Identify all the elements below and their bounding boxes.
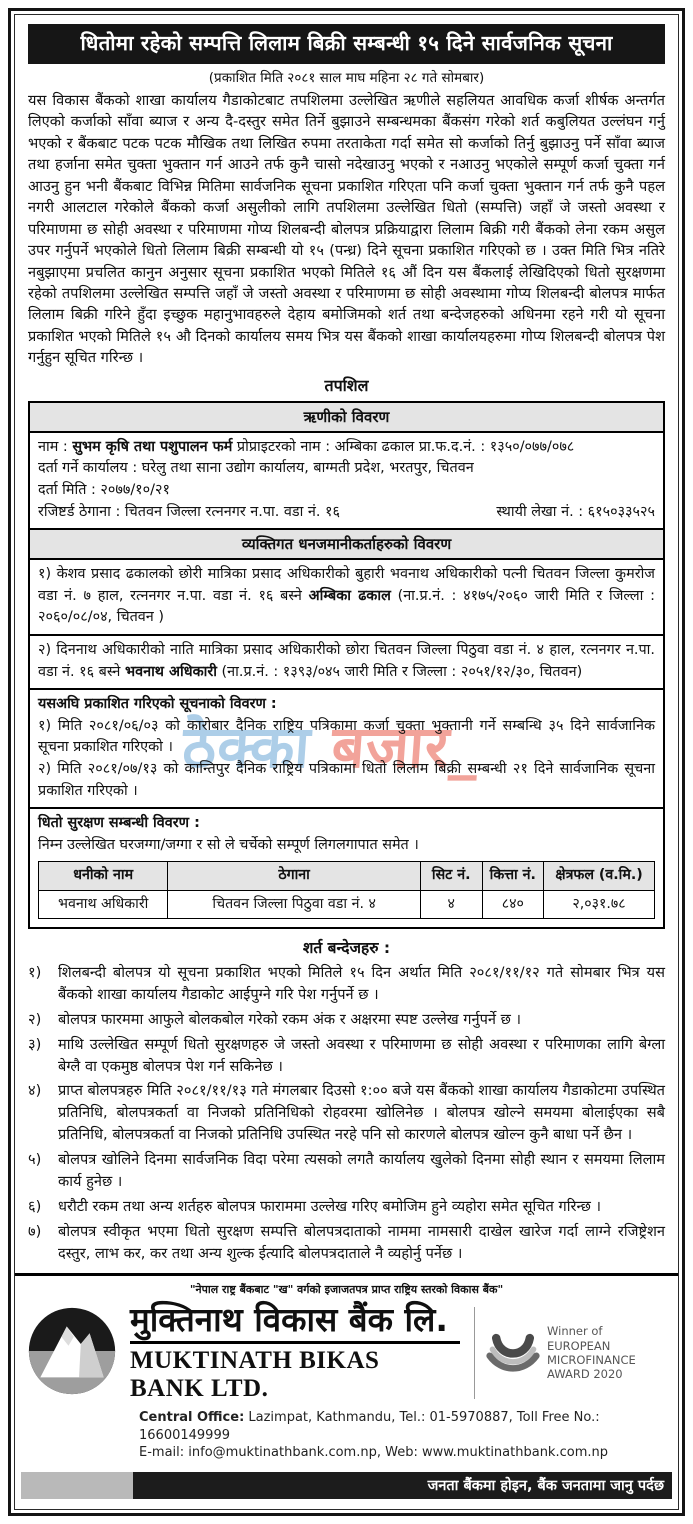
debtor-reg-address: रजिष्टर्ड ठेगाना : चितवन जिल्ला रत्ननगर न.पा. वडा नं. १६ — [38, 503, 341, 520]
slogan-bar — [21, 1472, 672, 1499]
license-line: "नेपाल राष्ट्र बैंकबाट "ख" वर्गको इजाजतपत्र प्राप्त राष्ट्रिय स्तरको विकास बैंक" — [189, 1282, 504, 1296]
central-office-line — [133, 1409, 665, 1444]
email-web-line: E-mail: info@muktinathbank.com.np, Web: www.muktinathbank.com.np — [139, 1445, 608, 1461]
cell-owner-name: भवनाथ अधिकारी — [39, 890, 168, 918]
guarantor-2-text: २) दिननाथ अधिकारीको नाति मात्रिका प्रसाद अधिकारीको छोरा चितवन जिल्ला पिठुवा वडा नं. ४ हाल, रत्ननगर न.पा. वडा नं. १६ बस्ने — [38, 641, 655, 680]
vertical-divider — [474, 1307, 475, 1399]
cell-plot-no: ८४० — [482, 890, 544, 918]
terms-heading: शर्त बन्देजहरु : — [302, 939, 391, 958]
outer-frame — [8, 8, 685, 1516]
award-line-3: MICROFINANCE — [547, 1352, 636, 1367]
term-item-1 — [28, 962, 665, 1006]
term-2-number: २) — [28, 1010, 42, 1028]
terms-list — [15, 962, 678, 1265]
term-item-7 — [28, 1221, 665, 1265]
term-6-number: ६) — [28, 1197, 42, 1215]
slogan-gray-block — [21, 1472, 133, 1499]
debtor-reg-office: दर्ता गर्ने कार्यालय : घरेलु तथा साना उद्योग कार्यालय, बाग्मती प्रदेश, भरतपुर, चितवन — [38, 460, 474, 477]
term-6-text: धरौटी रकम तथा अन्य शर्तहरु बोलपत्र फाराममा उल्लेख गरिए बमोजिम हुने व्यहोरा समेत सूचित गरिन्छ । — [58, 1197, 602, 1215]
notice-body-paragraph: यस विकास बैंकको शाखा कार्यालय गैडाकोटबाट तपशिलमा उल्लेखित ऋणीले सहलियत आवधिक कर्जा शीर्षक अन्तर्गत लिएको कर्जाको साँवा ब्याज र अन्य दै-दस्तुर समेत तिर्ने बुझाउने सम्बन्धमका बैंकसंग गरेको शर्त कबुलियत उल्लंघन गर्नु भएको र बैंकबाट पटक पटक मौखिक तथा लिखित रुपमा तरताकेता गर्दा समेत सो कर्जाको तिर्नु बुझाउनु पर्ने साँवा ब्याज तथा हर्जाना समेत चुक्ता भुक्तान गर्न आउने तर्फ कुनै चासो नदेखाउनु भएको र नआउनु भएकोले सम्पूर्ण कर्जा चुक्ता गर्न आउनु हुन भनी बैंकबाट विभिन्न मितिमा सार्वजनिक सूचना प्रकाशित गरिएता पनि कर्जा चुक्ता भुक्तान गर्न तर्फ कुनै पहल नगरी आलटाल गरेकोले बैंकको कर्जा असुलीको लागि तपशिलमा उल्लेखित धितो (सम्पत्ति) जहाँ जे जस्तो अवस्था र परिमाणमा छ सोही अवस्था र परिमाणमा गोप्य शिलबन्दी बोलपत्र प्रक्रियाद्वारा लिलाम बिक्री गरी बैंकको लेना रकम असुल उपर गर्नुपर्ने भएकोले धितो लिलाम बिक्री सम्बन्धी यो १५ (पन्ध्र) दिने सूचना प्रकाशित गरिएको छ । उक्त मिति भित्र नतिरे नबुझाएमा प्रचलित कानुन अनुसार सूचना प्रकाशित भएको मितिले १६ औं दिन यस बैंकलाई लेखिदिएको धितो सुरक्षणमा रहेको तपशिलमा उल्लेखित सम्पत्ति जहाँ जे जस्तो अवस्था र परिमाणमा छ सोही अवस्थामा गोप्य शिलबन्दी बोलपत्र मार्फत लिलाम बिक्री गरिने हुँदा इच्छुक महानुभावहरुले देहाय बमोजिमको शर्त तथा बन्देजहरुको अधिनमा रहने गरी यो सूचना प्रकाशित भएको मितिले १५ औ दिनको कार्यालय समय भित्र यस बैंकको शाखा कार्यालयहरुमा गोप्य शिलबन्दी बोलपत्र पेश गर्नुहुन सूचित गरिन्छ । — [28, 92, 665, 367]
term-item-6 — [28, 1196, 665, 1218]
debtor-section-header: ऋणीको विवरण — [30, 403, 663, 433]
term-5-number: ५) — [28, 1151, 42, 1169]
contact-block — [15, 1409, 678, 1466]
award-swoosh-icon — [485, 1330, 541, 1376]
award-line-1: Winner of — [547, 1324, 603, 1339]
guarantor-2-name: भवनाथ अधिकारी — [124, 663, 217, 680]
central-office-value: Lazimpat, Kathmandu, Tel.: 01-5970887, Toll Free No.: 16600149999 — [139, 1410, 600, 1443]
award-line-4: AWARD 2020 — [547, 1367, 623, 1382]
debtor-firm-name: सुभम कृषि तथा पशुपालन फर्म — [72, 438, 233, 455]
name-divider — [130, 1341, 460, 1344]
muktinath-logo-icon — [28, 1307, 124, 1399]
term-item-3 — [28, 1034, 665, 1078]
award-block — [485, 1324, 636, 1382]
guarantor-1-name: अम्बिका ढकाल — [308, 587, 391, 604]
col-owner-name: धनीको नाम — [39, 862, 168, 890]
collateral-table-header-row — [39, 862, 655, 890]
collateral-row — [30, 807, 663, 927]
bank-identity-row — [15, 1301, 678, 1410]
notice-title: धितोमा रहेको सम्पत्ति लिलाम बिक्री सम्बन्धी १५ दिने सार्वजनिक सूचना — [28, 24, 665, 64]
collateral-note: निम्न उल्लेखित घरजग्गा/जग्गा र सो ले चर्चेको सम्पूर्ण लिगलगापात समेत । — [38, 836, 419, 853]
term-item-4 — [28, 1080, 665, 1146]
term-7-number: ७) — [28, 1222, 42, 1240]
cell-area: २,०३१.७८ — [544, 890, 655, 918]
watermark-word2: बजार_ — [329, 713, 483, 781]
cell-address: चितवन जिल्ला पिठुवा वडा नं. ४ — [168, 890, 421, 918]
debtor-pan: स्थायी लेखा नं. : ६१५०३३५२५ — [496, 503, 655, 520]
guarantor-row-2 — [30, 634, 663, 688]
collateral-table-row — [39, 890, 655, 918]
collateral-heading: धितो सुरक्षण सम्बन्धी विवरण : — [38, 815, 200, 832]
bank-names — [124, 1299, 460, 1404]
col-address: ठेगाना — [168, 862, 421, 890]
term-item-2 — [28, 1009, 665, 1031]
tapasil-heading: तपशिल — [324, 375, 369, 395]
term-5-text: बोलपत्र खोलिने दिनमा सार्वजनिक विदा परेमा त्यसको लगतै कार्यालय खुलेको दिनमा सोही स्थान र समयमा लिलाम कार्य हुनेछ । — [58, 1151, 665, 1191]
guarantors-section-header: व्यक्तिगत धनजमानीकर्ताहरुको विवरण — [30, 528, 663, 560]
guarantor-row-1 — [30, 560, 663, 634]
col-sheet-no: सिट नं. — [420, 862, 482, 890]
term-3-number: ३) — [28, 1035, 42, 1053]
previous-notices-row — [30, 688, 663, 807]
previous-notice-1: १) मिति २०८१/०६/०३ को कारोबार दैनिक राष्ट्रिय पत्रिकामा कर्जा चुक्ता भुक्तानी गर्ने सम्बन्धि ३५ दिने सार्वजानिक सूचना प्रकाशित गरिएको । — [38, 717, 655, 756]
col-plot-no: कित्ता नं. — [482, 862, 544, 890]
term-4-number: ४) — [28, 1082, 42, 1100]
previous-notice-2: २) मिति २०८१/०७/१३ को कान्तिपुर दैनिक राष्ट्रिय पत्रिकामा धितो लिलाम बिक्री सम्बन्धी २१ दिने सार्वजानिक सूचना प्रकाशित गरिएको । — [38, 761, 655, 799]
award-text — [547, 1324, 636, 1382]
debtor-proprietor: प्रोप्राइटरको नाम : अम्बिका ढकाल प्रा.फ.द.नं. : १३५०/०७७/०७८ — [232, 438, 575, 455]
central-office-label: Central Office: — [139, 1410, 245, 1426]
debtor-name-line — [38, 437, 655, 459]
guarantor-1-detail: (ना.प्र.नं. : ४१७५/२०६० जारी मिति र जिल्ला : २०६०/०८/०४, चितवन ) — [38, 587, 655, 626]
previous-notices-heading: यसअघि प्रकाशित गरिएको सूचनाको विवरण : — [38, 696, 277, 713]
inner-frame — [14, 14, 679, 1510]
term-1-number: १) — [28, 964, 42, 982]
term-2-text: बोलपत्र फारममा आफुले बोलकबोल गरेको रकम अंक र अक्षरमा स्पष्ट उल्लेख गर्नुपर्ने छ । — [58, 1010, 522, 1028]
debtor-reg-date: दर्ता मिति : २०७७/१०/२१ — [38, 481, 170, 498]
debtor-details — [30, 433, 663, 528]
cell-sheet-no: ४ — [420, 890, 482, 918]
term-7-text: बोलपत्र स्वीकृत भएमा धितो सुरक्षण सम्पत्ति बोलपत्रदाताको नाममा नामसारी दाखेल खारेज गर्दा लाग्ने रजिष्ट्रेशन दस्तुर, लाभ कर, कर तथा अन्य शुल्क ईत्यादि बोलपत्रदाताले नै व्यहोर्नु पर्नेछ । — [58, 1222, 665, 1262]
term-3-text: माथि उल्लेखित सम्पूर्ण धितो सुरक्षणहरु जे जस्तो अवस्था र परिमाणमा छ सोही अवस्था र परिमाणका लागि बेग्ला बेग्लै वा एकमुष्ठ बोलपत्र पेश गर्न सकिनेछ । — [58, 1035, 665, 1075]
slogan-text: जनता बैंकमा होइन, बैंक जनतामा जानु पर्दछ — [133, 1472, 672, 1499]
guarantor-1-text: १) केशव प्रसाद ढकालको छोरी मात्रिका प्रसाद अधिकारीको बुहारी भवनाथ अधिकारीको पत्नी चितवन जिल्ला कुमरोज वडा नं. ७ हाल, रत्ननगर न.पा. वडा नं. १६ बस्ने — [38, 566, 655, 604]
term-1-text: शिलबन्दी बोलपत्र यो सूचना प्रकाशित भएको मितिले १५ दिन अर्थात मिति २०८१/११/१२ गते सोमबार भित्र यस बैंकको शाखा कार्यालय गैडाकोट आईपुग्ने गरि पेश गर्नुपर्ने छ । — [58, 964, 665, 1003]
debtor-address-line — [38, 502, 655, 524]
bank-name-nepali: मुक्तिनाथ विकास बैंक लि. — [130, 1299, 448, 1339]
col-area: क्षेत्रफल (व.मि.) — [544, 862, 655, 890]
award-line-2: EUROPEAN — [547, 1338, 611, 1353]
term-item-5 — [28, 1149, 665, 1193]
debtor-name-label: नाम : — [38, 438, 73, 455]
bank-name-english: MUKTINATH BIKAS BANK LTD. — [130, 1347, 380, 1403]
published-date: (प्रकाशित मिति २०८१ साल माघ महिना २८ गते सोमबार) — [208, 70, 485, 86]
mountain-logo-icon — [28, 1307, 116, 1395]
details-table — [28, 401, 665, 929]
watermark-word1: ठेक्का — [180, 713, 314, 781]
guarantor-2-detail: (ना.प्र.नं. : १३९३/०४५ जारी मिति र जिल्ला : २०५१/१२/३०, चितवन) — [216, 663, 583, 680]
term-4-text: प्राप्त बोलपत्रहरु मिति २०८१/११/१३ गते मंगलबार दिउसो १:०० बजे यस बैंकको शाखा कार्यालय गैडाकोटमा उपस्थित प्रतिनिधि, बोलपत्रकर्ता वा निजको प्रतिनिधिको रोहवरमा खोलिनेछ । बोलपत्र खोल्ने समयमा बोलाईएका सबै प्रतिनिधि, बोलपत्रकर्ता वा निजको प्रतिनिधि उपस्थित नरहे पनि सो कारणले बोलपत्र खोल्न कुनै बाधा पर्ने छैन । — [58, 1082, 665, 1144]
bank-footer — [15, 1273, 678, 1499]
collateral-table — [38, 861, 655, 919]
